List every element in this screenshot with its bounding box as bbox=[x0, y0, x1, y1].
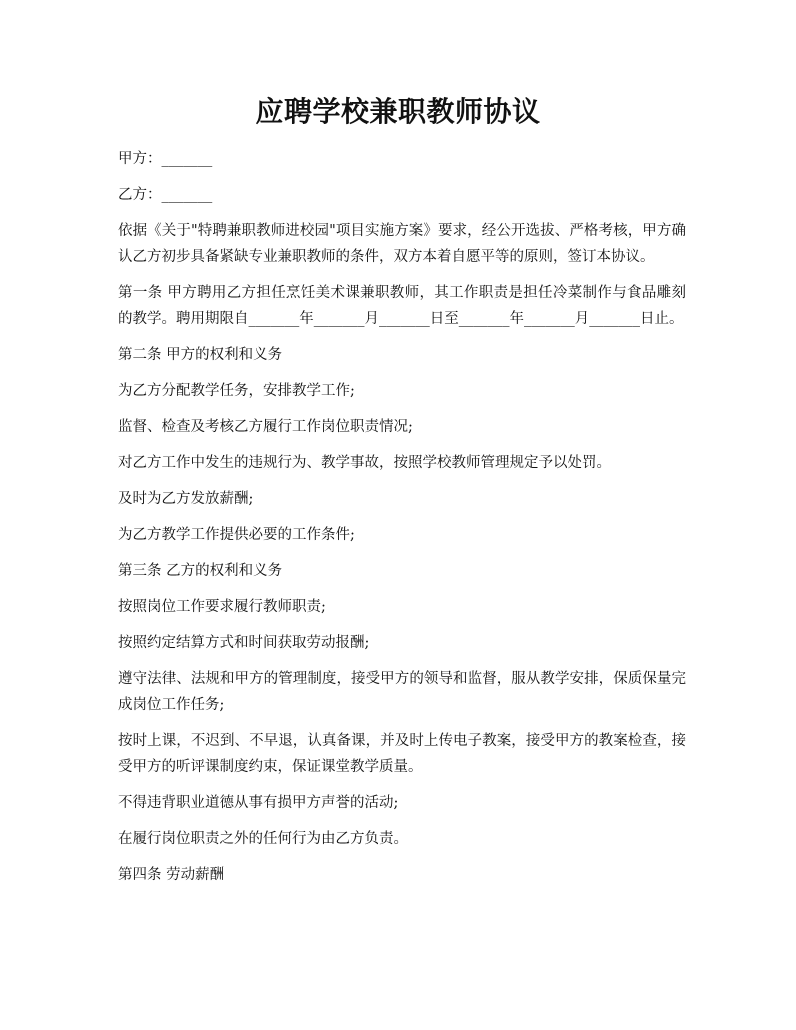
article-2-item: 及时为乙方发放薪酬; bbox=[118, 491, 254, 507]
article-3-item: 按照约定结算方式和时间获取劳动报酬; bbox=[118, 635, 370, 651]
party-b-line: 乙方：_______ bbox=[118, 187, 213, 203]
article-1-paragraph: 第一条 甲方聘用乙方担任烹饪美术课兼职教师，其工作职责是担任冷菜制作与食品雕刻的教学。聘用期限自_______年_______月_______日至_______年_______月_______日止。 bbox=[118, 285, 686, 327]
article-2-item: 监督、检查及考核乙方履行工作岗位职责情况; bbox=[118, 419, 413, 435]
party-a-line: 甲方：_______ bbox=[118, 151, 213, 167]
article-3-item: 遵守法律、法规和甲方的管理制度，接受甲方的领导和监督，服从教学安排，保质保量完成岗位工作任务; bbox=[118, 671, 686, 713]
preamble-paragraph: 依据《关于"特聘兼职教师进校园"项目实施方案》要求，经公开选拔、严格考核，甲方确认乙方初步具备紧缺专业兼职教师的条件，双方本着自愿平等的原则，签订本协议。 bbox=[118, 223, 686, 265]
article-2-item: 为乙方教学工作提供必要的工作条件; bbox=[118, 527, 355, 543]
article-3-item: 不得违背职业道德从事有损甲方声誉的活动; bbox=[118, 795, 399, 811]
article-3-item: 按时上课，不迟到、不早退，认真备课，并及时上传电子教案，接受甲方的教案检查，接受甲方的听评课制度约束，保证课堂教学质量。 bbox=[118, 733, 686, 775]
article-3-heading: 第三条 乙方的权利和义务 bbox=[118, 563, 283, 579]
article-4-heading: 第四条 劳动薪酬 bbox=[118, 867, 225, 883]
article-3-item: 在履行岗位职责之外的任何行为由乙方负责。 bbox=[118, 831, 408, 847]
article-2-item: 为乙方分配教学任务，安排教学工作; bbox=[118, 383, 355, 399]
article-2-heading: 第二条 甲方的权利和义务 bbox=[118, 347, 283, 363]
document-title: 应聘学校兼职教师协议 bbox=[255, 95, 541, 128]
document-body bbox=[118, 146, 686, 898]
article-3-item: 按照岗位工作要求履行教师职责; bbox=[118, 599, 326, 615]
article-2-item: 对乙方工作中发生的违规行为、教学事故，按照学校教师管理规定予以处罚。 bbox=[118, 455, 611, 471]
